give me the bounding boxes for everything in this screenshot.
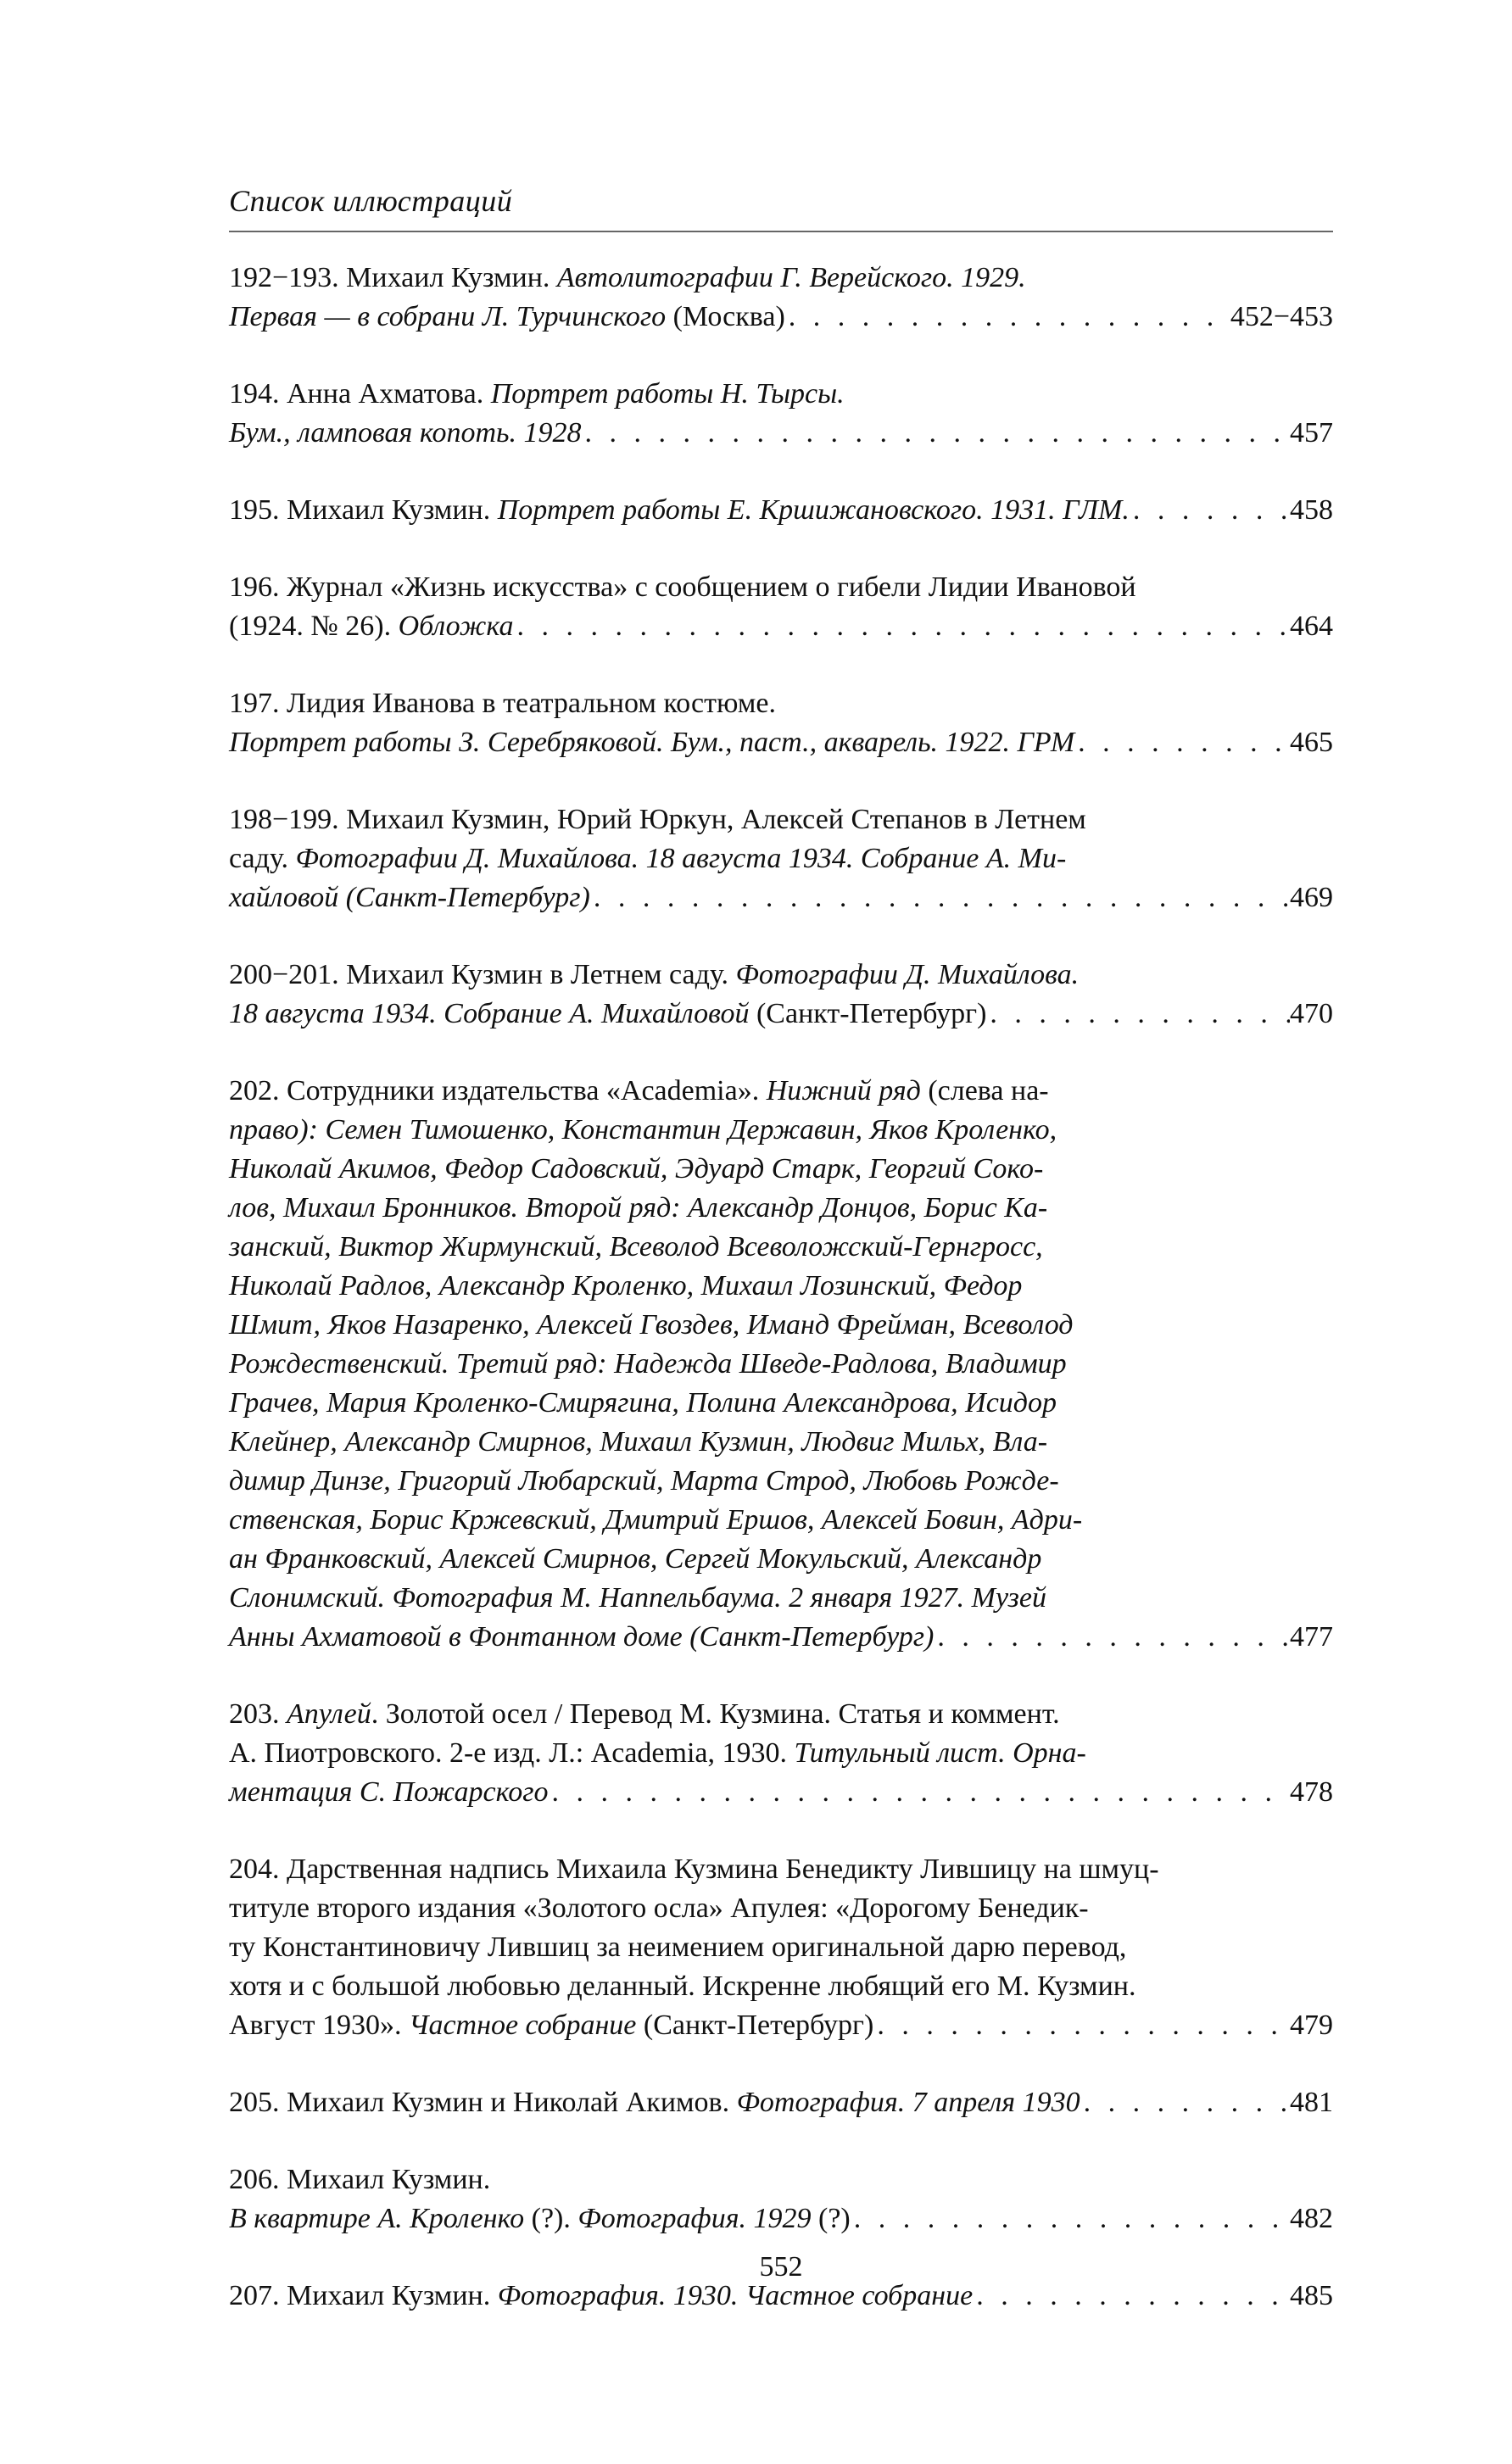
italic-text: Автолитографии Г. Верейского. 1929. <box>556 262 1026 293</box>
italic-text: лов, Михаил Бронников. Второй ряд: Александр Донцов, Борис Ка- <box>229 1192 1048 1224</box>
entry-line <box>229 1072 1333 1111</box>
entry-line <box>229 1384 1333 1423</box>
entry-line <box>229 1111 1333 1150</box>
dot-leader <box>873 2006 1290 2045</box>
entry-last-line <box>229 995 1333 1034</box>
text: хотя и с большой любовью деланный. Искренне любящий его М. Кузмин. <box>229 1971 1136 2002</box>
list-item <box>229 1072 1333 1657</box>
entry-last-line <box>229 2199 1333 2238</box>
text: ту Константиновичу Лившиц за неимением оригинальной дарю перевод, <box>229 1932 1127 1963</box>
entry-line <box>229 1850 1333 1889</box>
entry-line <box>229 1306 1333 1345</box>
list-item <box>229 956 1333 1034</box>
dot-leader <box>513 607 1290 646</box>
page-reference: 482 <box>1290 2203 1333 2234</box>
text: (?). <box>531 2203 578 2234</box>
dot-leader <box>785 298 1230 337</box>
italic-text: Анны Ахматовой в Фонтанном доме (Санкт-Петербург) <box>229 1621 935 1653</box>
dot-leader <box>851 2199 1290 2238</box>
list-item <box>229 2160 1333 2238</box>
entry-line <box>229 1228 1333 1267</box>
italic-text: Слонимский. Фотография М. Наппельбаума. 2 января 1927. Музей <box>229 1582 1046 1614</box>
entry-line <box>229 839 1333 878</box>
text: 207. Михаил Кузмин. <box>229 2280 498 2311</box>
text: (?) <box>818 2203 851 2234</box>
italic-text: Фотография. 1929 <box>577 2203 818 2234</box>
list-item <box>229 1695 1333 1812</box>
list-item <box>229 259 1333 337</box>
italic-text: Бум., ламповая копоть. 1928 <box>229 417 582 449</box>
book-page <box>229 0 1333 2464</box>
italic-text: Портрет работы Н. Тырсы. <box>490 378 845 410</box>
entry-caption-end <box>229 607 513 646</box>
italic-text: Фотография. 7 апреля 1930 <box>736 2087 1080 2118</box>
illustration-list <box>229 259 1333 2354</box>
italic-text: Фотография. 1930. Частное собрание <box>497 2280 974 2311</box>
page-reference: 481 <box>1290 2087 1333 2118</box>
entry-line <box>229 1501 1333 1540</box>
italic-text: В квартире А. Кроленко <box>229 2203 532 2234</box>
text: . Золотой осел / Перевод М. Кузмина. Статья и коммент. <box>371 1698 1060 1730</box>
list-item <box>229 1850 1333 2045</box>
list-item <box>229 491 1333 530</box>
entry-last-line <box>229 298 1333 337</box>
text: 204. Дарственная надпись Михаила Кузмина Бенедикту Лившицу на шмуц- <box>229 1854 1159 1885</box>
dot-leader <box>582 414 1291 453</box>
dot-leader <box>1080 2083 1290 2122</box>
italic-text: ан Франковский, Алексей Смирнов, Сергей Мокульский, Александр <box>229 1543 1042 1575</box>
list-item <box>229 800 1333 917</box>
list-item <box>229 568 1333 646</box>
entry-line <box>229 1695 1333 1734</box>
text: 202. Сотрудники издательства «Academia». <box>229 1075 767 1107</box>
text: 198−199. Михаил Кузмин, Юрий Юркун, Алексей Степанов в Летнем <box>229 804 1086 835</box>
entry-line <box>229 1267 1333 1306</box>
entry-line <box>229 1579 1333 1618</box>
text: 203. <box>229 1698 287 1730</box>
italic-text: Нижний ряд <box>766 1075 929 1107</box>
entry-caption-end <box>229 2006 873 2045</box>
entry-caption-end <box>229 414 582 453</box>
entry-line <box>229 375 1333 414</box>
text: титуле второго издания «Золотого осла» Апулея: «Дорогому Бенедик- <box>229 1893 1089 1924</box>
text: Август 1930». <box>229 2010 410 2041</box>
text: (Санкт-Петербург) <box>756 998 987 1029</box>
text: 206. Михаил Кузмин. <box>229 2164 491 2195</box>
text: 194. Анна Ахматова. <box>229 378 491 410</box>
entry-line <box>229 1967 1333 2006</box>
entry-line <box>229 1189 1333 1228</box>
italic-text: Портрет работы З. Серебряковой. Бум., паст., акварель. 1922. ГРМ <box>229 727 1075 758</box>
italic-text: Портрет работы Е. Кршижановского. 1931. ГЛМ. <box>497 494 1130 526</box>
italic-text: Обложка <box>398 610 514 642</box>
page-reference: 452−453 <box>1230 301 1333 332</box>
text: (слева на- <box>928 1075 1049 1107</box>
entry-line <box>229 1540 1333 1579</box>
page-reference: 479 <box>1290 2010 1333 2041</box>
entry-line <box>229 259 1333 298</box>
text: 192−193. Михаил Кузмин. <box>229 262 557 293</box>
italic-text: Рождественский. Третий ряд: Надежда Шведе-Радлова, Владимир <box>229 1348 1067 1380</box>
list-item <box>229 375 1333 453</box>
entry-line <box>229 1150 1333 1189</box>
italic-text: Николай Радлов, Александр Кроленко, Михаил Лозинский, Федор <box>229 1270 1023 1302</box>
italic-text: 18 августа 1934. Собрание А. Михайловой <box>229 998 756 1029</box>
dot-leader <box>1074 723 1290 762</box>
italic-text: право): Семен Тимошенко, Константин Державин, Яков Кроленко, <box>229 1114 1057 1146</box>
italic-text: Частное собрание <box>409 2010 644 2041</box>
italic-text: занский, Виктор Жирмунский, Всеволод Всеволожский-Гернгросс, <box>229 1231 1043 1263</box>
italic-text: Клейнер, Александр Смирнов, Михаил Кузмин, Людвиг Мильх, Вла- <box>229 1426 1048 1458</box>
entry-line <box>229 684 1333 723</box>
list-item <box>229 2083 1333 2122</box>
italic-text: ственская, Борис Кржевский, Дмитрий Ершов, Алексей Бовин, Адри- <box>229 1504 1083 1536</box>
entry-last-line <box>229 1773 1333 1812</box>
dot-leader <box>590 878 1290 917</box>
page-reference: 485 <box>1290 2280 1333 2311</box>
page-reference: 457 <box>1290 417 1333 449</box>
page-reference: 458 <box>1290 494 1333 526</box>
entry-last-line <box>229 2083 1333 2122</box>
entry-line <box>229 800 1333 839</box>
page-number: 552 <box>759 2251 803 2283</box>
italic-text: Фотографии Д. Михайлова. <box>735 959 1080 990</box>
entry-line <box>229 568 1333 607</box>
entry-line <box>229 1889 1333 1928</box>
italic-text: Шмит, Яков Назаренко, Алексей Гвоздев, Иманд Фрейман, Всеволод <box>229 1309 1074 1341</box>
dot-leader <box>986 995 1290 1034</box>
italic-text: хайловой (Санкт-Петербург) <box>229 882 590 913</box>
page-reference: 477 <box>1290 1621 1333 1653</box>
entry-caption-end <box>229 1773 548 1812</box>
text: саду. <box>229 843 296 874</box>
text: 205. Михаил Кузмин и Николай Акимов. <box>229 2087 737 2118</box>
entry-line <box>229 1423 1333 1462</box>
page-reference: 465 <box>1290 727 1333 758</box>
text: 195. Михаил Кузмин. <box>229 494 498 526</box>
dot-leader <box>934 1618 1290 1657</box>
text: 196. Журнал «Жизнь искусства» с сообщением о гибели Лидии Ивановой <box>229 571 1136 603</box>
dot-leader <box>1130 491 1290 530</box>
entry-last-line <box>229 491 1333 530</box>
list-item <box>229 684 1333 762</box>
text: (Москва) <box>672 301 785 332</box>
page-reference: 478 <box>1290 1776 1333 1808</box>
page-reference: 469 <box>1290 882 1333 913</box>
entry-caption-end <box>229 491 1130 530</box>
dot-leader <box>548 1773 1290 1812</box>
entry-last-line <box>229 2006 1333 2045</box>
entry-caption-end <box>229 1618 934 1657</box>
italic-text: Фотографии Д. Михайлова. 18 августа 1934. Собрание А. Ми- <box>295 843 1067 874</box>
text: (1924. № 26). <box>229 610 399 642</box>
italic-text: Грачев, Мария Кроленко-Смирягина, Полина Александрова, Исидор <box>229 1387 1057 1419</box>
text: 197. Лидия Иванова в театральном костюме. <box>229 688 777 719</box>
italic-text: Николай Акимов, Федор Садовский, Эдуард Старк, Георгий Соко- <box>229 1153 1044 1185</box>
entry-caption-end <box>229 2199 851 2238</box>
entry-line <box>229 1734 1333 1773</box>
entry-last-line <box>229 607 1333 646</box>
page-reference: 470 <box>1290 998 1333 1029</box>
entry-last-line <box>229 414 1333 453</box>
entry-last-line <box>229 723 1333 762</box>
italic-text: Титульный лист. Орна- <box>794 1737 1086 1769</box>
text: 200−201. Михаил Кузмин в Летнем саду. <box>229 959 736 990</box>
running-head: Список иллюстраций <box>229 183 1333 232</box>
entry-caption-end <box>229 878 590 917</box>
entry-line <box>229 1928 1333 1967</box>
entry-caption-end <box>229 723 1074 762</box>
entry-caption-end <box>229 2083 1080 2122</box>
entry-line <box>229 956 1333 995</box>
entry-last-line <box>229 878 1333 917</box>
text: А. Пиотровского. 2-е изд. Л.: Academia, 1930. <box>229 1737 795 1769</box>
entry-line <box>229 1345 1333 1384</box>
entry-line <box>229 2160 1333 2199</box>
text: (Санкт-Петербург) <box>643 2010 874 2041</box>
entry-caption-end <box>229 298 785 337</box>
italic-text: Апулей <box>287 1698 371 1730</box>
entry-caption-end <box>229 995 986 1034</box>
page-reference: 464 <box>1290 610 1333 642</box>
entry-last-line <box>229 1618 1333 1657</box>
italic-text: Первая — в собрани Л. Турчинского <box>229 301 673 332</box>
entry-line <box>229 1462 1333 1501</box>
italic-text: ментация С. Пожарского <box>229 1776 549 1808</box>
italic-text: димир Динзе, Григорий Любарский, Марта Строд, Любовь Рожде- <box>229 1465 1059 1497</box>
